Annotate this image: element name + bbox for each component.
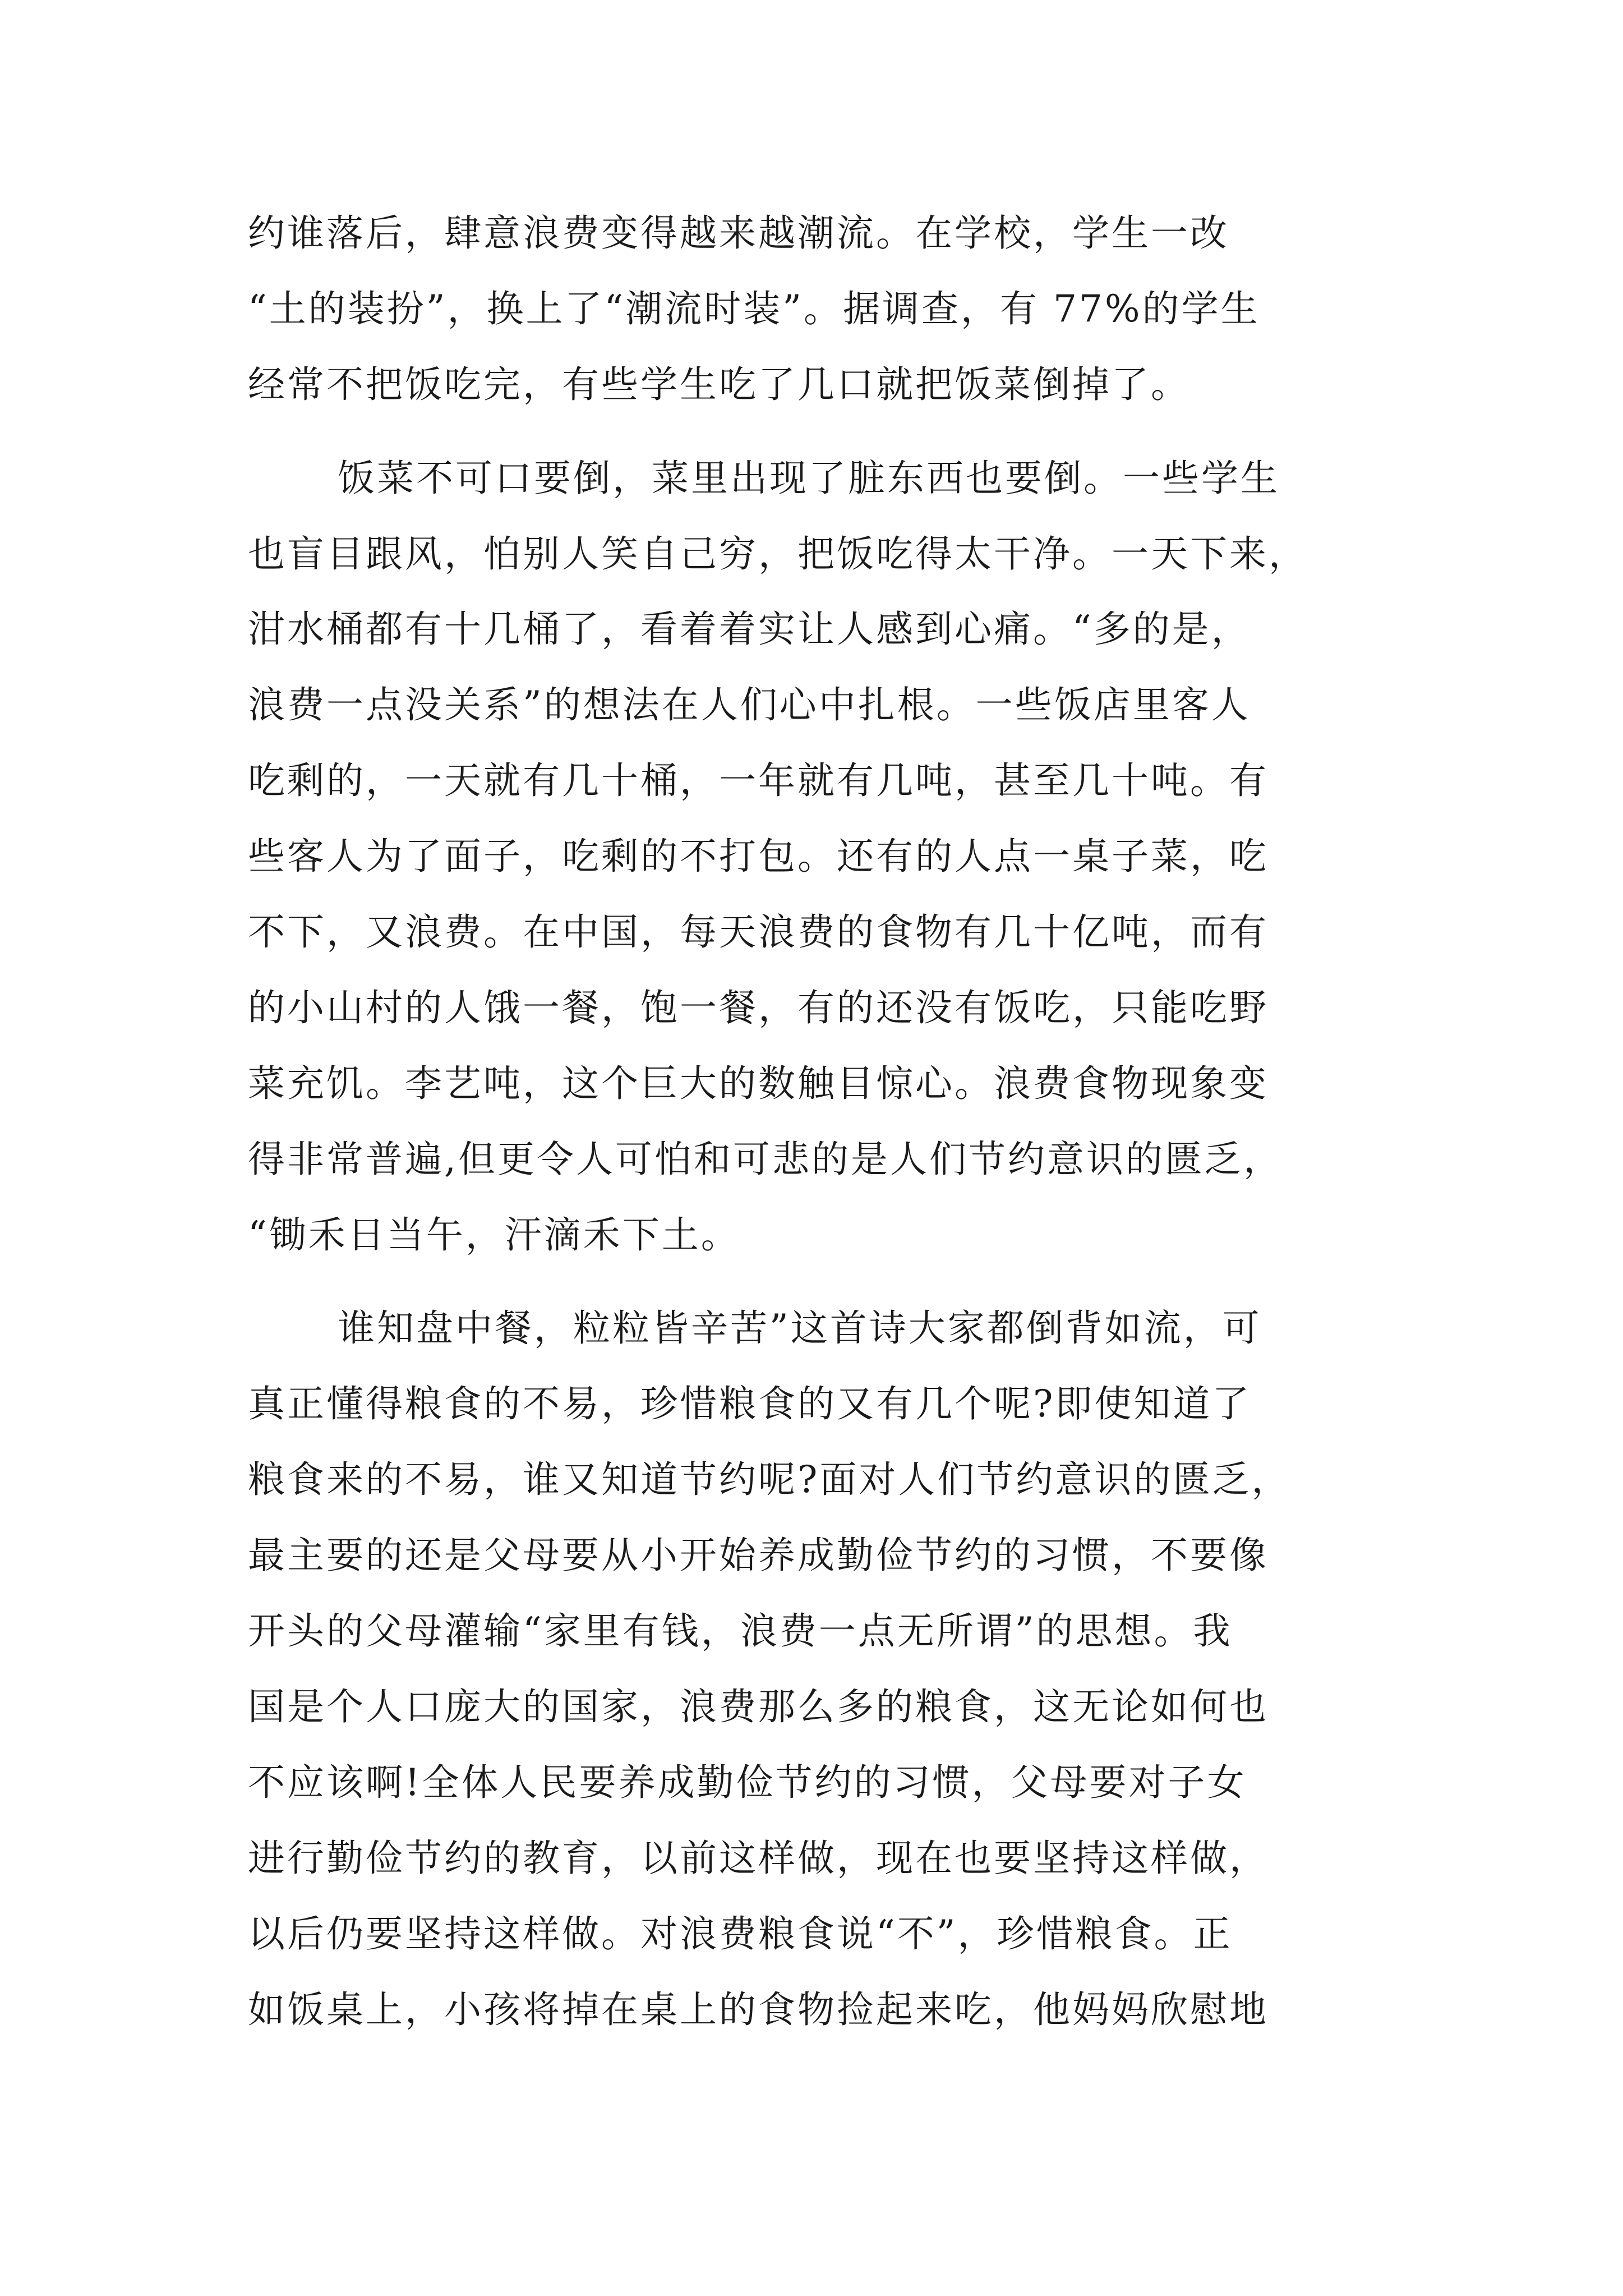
text-line: 些客人为了面子，吃剩的不打包。还有的人点一桌子菜，吃	[248, 835, 1269, 878]
text-line: 经常不把饭吃完，有些学生吃了几口就把饭菜倒掉了。	[248, 363, 1190, 406]
text-line: 泔水桶都有十几桶了，看着着实让人感到心痛。“多的是，	[248, 608, 1251, 651]
text-line: “土的装扮”，换上了“潮流时装”。据调查，有 77%的学生	[248, 287, 1260, 330]
text-line: 谁知盘中餐，粒粒皆辛苦”这首诗大家都倒背如流，可	[338, 1306, 1262, 1350]
text-line: 最主要的还是父母要从小开始养成勤俭节约的习惯，不要像	[248, 1534, 1269, 1577]
text-line: 真正懂得粮食的不易，珍惜粮食的又有几个呢?即使知道了	[248, 1382, 1252, 1425]
text-line: 约谁落后，肆意浪费变得越来越潮流。在学校，学生一改	[248, 211, 1229, 255]
text-line: 粮食来的不易，谁又知道节约呢?面对人们节约意识的匮乏，	[248, 1458, 1291, 1501]
text-line: 不下，又浪费。在中国，每天浪费的食物有几十亿吨，而有	[248, 910, 1269, 954]
text-line: 得非常普遍,但更令人可怕和可悲的是人们节约意识的匮乏，	[248, 1138, 1283, 1181]
text-line: 国是个人口庞大的国家，浪费那么多的粮食，这无论如何也	[248, 1685, 1269, 1728]
text-line: 浪费一点没关系”的想法在人们心中扎根。一些饭店里客人	[248, 683, 1251, 726]
text-line: 进行勤俭节约的教育，以前这样做，现在也要坚持这样做，	[248, 1837, 1269, 1880]
text-line: 的小山村的人饿一餐，饱一餐，有的还没有饭吃，只能吃野	[248, 986, 1269, 1029]
text-line: 开头的父母灌输“家里有钱，浪费一点无所谓”的思想。我	[248, 1609, 1233, 1653]
text-line: 也盲目跟风，怕别人笑自己穷，把饭吃得太干净。一天下来，	[248, 532, 1308, 576]
text-line: 不应该啊!全体人民要养成勤俭节约的习惯，父母要对子女	[248, 1761, 1247, 1804]
text-line: 吃剩的，一天就有几十桶，一年就有几吨，甚至几十吨。有	[248, 759, 1269, 802]
text-line: 以后仍要坚持这样做。对浪费粮食说“不”，珍惜粮食。正	[248, 1912, 1233, 1955]
text-line: “锄禾日当午，汗滴禾下土。	[248, 1213, 740, 1257]
text-line: 如饭桌上，小孩将掉在桌上的食物捡起来吃，他妈妈欣慰地	[248, 1988, 1269, 2031]
text-line: 饭菜不可口要倒，菜里出现了脏东西也要倒。一些学生	[338, 457, 1280, 500]
text-line: 菜充饥。李艺吨，这个巨大的数触目惊心。浪费食物现象变	[248, 1062, 1269, 1105]
